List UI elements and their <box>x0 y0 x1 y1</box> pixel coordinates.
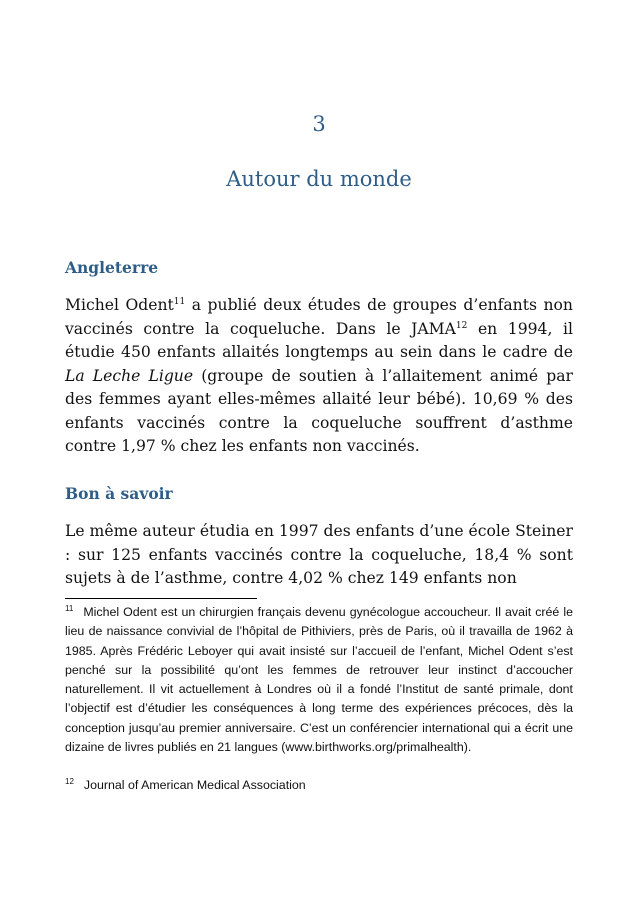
section-heading-bon-a-savoir: Bon à savoir <box>65 484 173 503</box>
paragraph-text: a publié deux études de groupes d’enfants non vaccinés contre la coqueluche. Dans le JAMA <box>65 296 573 338</box>
footnote-ref-11[interactable]: 11 <box>173 297 186 307</box>
chapter-title: Autour du monde <box>226 167 412 191</box>
footnote-text: Journal of American Medical Association <box>83 778 306 792</box>
italic-organization-name: La Leche Ligue <box>65 366 194 385</box>
paragraph-text: Michel Odent <box>65 296 174 314</box>
footnote-12 <box>65 776 573 795</box>
paragraph-bon-a-savoir: Le même auteur étudia en 1997 des enfants d’une école Steiner : sur 125 enfants vaccinés contre la coqueluche, 18,4 % sont sujets à de l’asthme, contre 4,02 % chez 149 enfants non <box>65 522 573 587</box>
chapter-number: 3 <box>312 112 326 136</box>
footnote-number: 12 <box>65 777 74 786</box>
section-heading-angleterre: Angleterre <box>65 258 159 277</box>
paragraph-text: (groupe de soutien à l’allaitement animé par des femmes ayant elles-mêmes allaité leur bébé). 10,69 % des enfants vaccinés contre la coqueluche souffrent d’asthme contre 1,97 % chez les enfants non vaccinés. <box>65 366 573 455</box>
footnote-separator <box>65 598 257 599</box>
paragraph-text: en 1994, il étudie 450 enfants allaités longtemps au sein dans le cadre de <box>65 319 573 361</box>
footnote-ref-12[interactable]: 12 <box>455 320 468 331</box>
footnote-11 <box>65 603 573 757</box>
footnote-text: Michel Odent est un chirurgien français devenu gynécologue accoucheur. Il avait créé le lieu de naissance convivial de l’hôpital de Pithiviers, près de Paris, où il travailla de 1962 à 1985. Après Frédéric Leboyer qui avait insisté sur l’accueil de l’enfant, Michel Odent s’est penché sur la possibilité qu’ont les femmes de retrouver leur instinct d’accoucher naturellement. Il vit actuellement à Londres où il a fondé l’Institut de santé primale, dont l’objectif est d’étudier les conséquences à long terme des expériences précoces, dès la conception jusqu’au premier anniversaire. C’est un conférencier international qui a écrit une dizaine de livres publiés en 21 langues (www.birthworks.org/primalhealth). <box>65 605 573 755</box>
paragraph-angleterre <box>65 294 573 459</box>
footnote-number: 11 <box>65 604 74 613</box>
